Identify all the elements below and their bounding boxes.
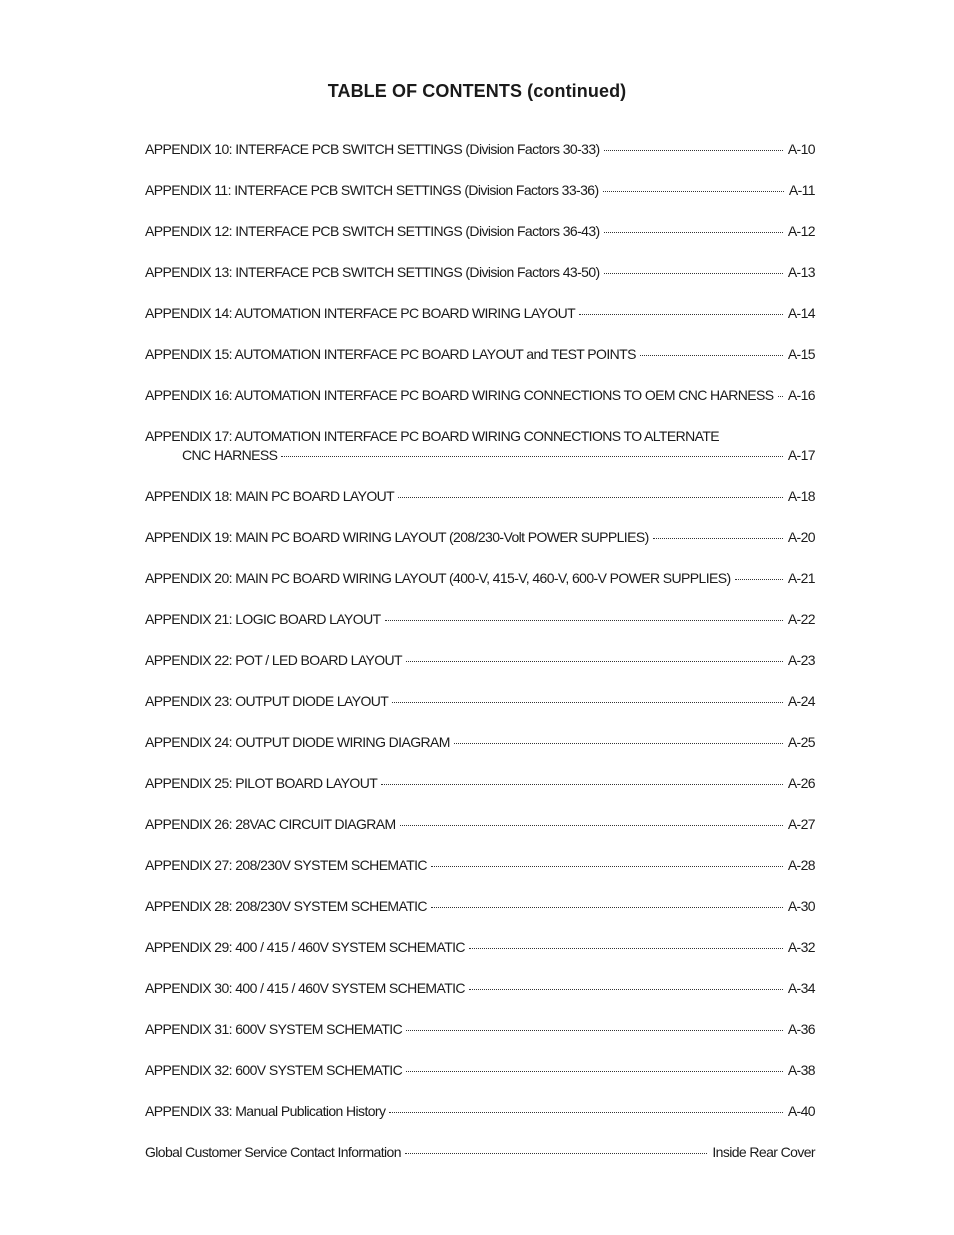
toc-entry-text: APPENDIX 27: 208/230V SYSTEM SCHEMATIC: [145, 857, 427, 873]
toc-entry-text: APPENDIX 28: 208/230V SYSTEM SCHEMATIC: [145, 898, 427, 914]
toc-entry-text: APPENDIX 23: OUTPUT DIODE LAYOUT: [145, 693, 389, 709]
toc-entry-text: APPENDIX 19: MAIN PC BOARD WIRING LAYOUT (208/230-Volt POWER SUPPLIES): [145, 529, 649, 545]
toc-entry[interactable]: [145, 692, 815, 711]
toc-entry-page: A-10: [787, 141, 815, 157]
dot-leader: [400, 825, 783, 826]
toc-entry-page: A-27: [787, 816, 815, 832]
toc-entry-text: APPENDIX 13: INTERFACE PCB SWITCH SETTINGS (Division Factors 43-50): [145, 264, 600, 280]
toc-entry-text: Global Customer Service Contact Information: [145, 1144, 401, 1160]
toc-entry-text: APPENDIX 12: INTERFACE PCB SWITCH SETTINGS (Division Factors 36-43): [145, 223, 600, 239]
toc-entry-text: APPENDIX 30: 400 / 415 / 460V SYSTEM SCHEMATIC: [145, 980, 465, 996]
toc-entry[interactable]: [145, 733, 815, 752]
toc-entry-text: APPENDIX 21: LOGIC BOARD LAYOUT: [145, 611, 381, 627]
dot-leader: [431, 866, 783, 867]
dot-leader: [406, 661, 783, 662]
toc-entry-text: APPENDIX 18: MAIN PC BOARD LAYOUT: [145, 488, 395, 504]
dot-leader: [385, 620, 783, 621]
dot-leader: [406, 1030, 783, 1031]
toc-entry-page: Inside Rear Cover: [712, 1144, 815, 1160]
dot-leader: [735, 579, 783, 580]
dot-leader: [604, 150, 783, 151]
dot-leader: [778, 396, 783, 397]
dot-leader: [640, 355, 783, 356]
toc-entry-text: APPENDIX 31: 600V SYSTEM SCHEMATIC: [145, 1021, 403, 1037]
toc-entry-page: A-12: [787, 223, 815, 239]
dot-leader: [406, 1071, 783, 1072]
dot-leader: [579, 314, 783, 315]
dot-leader: [454, 743, 783, 744]
toc-entry-text: APPENDIX 29: 400 / 415 / 460V SYSTEM SCHEMATIC: [145, 939, 465, 955]
toc-entry-page: A-34: [787, 980, 815, 996]
toc-entry[interactable]: [145, 815, 815, 834]
toc-entry-text: APPENDIX 33: Manual Publication History: [145, 1103, 386, 1119]
toc-entry-page: A-14: [787, 305, 815, 321]
dot-leader: [398, 497, 783, 498]
dot-leader: [431, 907, 783, 908]
toc-entry-page: A-24: [787, 693, 815, 709]
toc-entry-page: A-21: [787, 570, 815, 586]
toc-entry[interactable]: [145, 263, 815, 282]
toc-entry-page: A-32: [787, 939, 815, 955]
toc-entry[interactable]: [145, 897, 815, 916]
toc-entry[interactable]: [145, 140, 815, 159]
dot-leader: [389, 1112, 782, 1113]
toc-entry[interactable]: [145, 1061, 815, 1080]
toc-entry[interactable]: [145, 651, 815, 670]
toc-entry-continuation: CNC HARNESS: [182, 447, 278, 463]
toc-entry-page: A-38: [787, 1062, 815, 1078]
toc-entry[interactable]: [145, 1020, 815, 1039]
toc-entry-page: A-22: [787, 611, 815, 627]
toc-entry-page: A-18: [787, 488, 815, 504]
dot-leader: [604, 232, 783, 233]
toc-entry-page: A-28: [787, 857, 815, 873]
dot-leader: [653, 538, 783, 539]
toc-entry-page: A-13: [787, 264, 815, 280]
toc-entry[interactable]: [145, 181, 815, 200]
dot-leader: [604, 273, 783, 274]
toc-entry[interactable]: [145, 1143, 815, 1162]
toc-entry[interactable]: [145, 569, 815, 588]
toc-entry-text: APPENDIX 20: MAIN PC BOARD WIRING LAYOUT (400-V, 415-V, 460-V, 600-V POWER SUPPLIES): [145, 570, 731, 586]
toc-entry-page: A-25: [787, 734, 815, 750]
toc-entry[interactable]: [145, 386, 815, 405]
toc-entry[interactable]: [145, 856, 815, 875]
toc-entry-page: A-20: [787, 529, 815, 545]
dot-leader: [392, 702, 783, 703]
toc-entry[interactable]: [145, 528, 815, 547]
toc-entry-page: A-15: [787, 346, 815, 362]
toc-entry-text: APPENDIX 15: AUTOMATION INTERFACE PC BOARD LAYOUT and TEST POINTS: [145, 346, 636, 362]
toc-entry-page: A-30: [787, 898, 815, 914]
dot-leader: [469, 989, 783, 990]
toc-entry-text: APPENDIX 14: AUTOMATION INTERFACE PC BOARD WIRING LAYOUT: [145, 305, 576, 321]
dot-leader: [405, 1153, 707, 1154]
toc-entry[interactable]: [145, 222, 815, 241]
toc-entry[interactable]: [145, 979, 815, 998]
dot-leader: [469, 948, 783, 949]
toc-list: [145, 140, 815, 1184]
toc-entry-page: A-16: [787, 387, 815, 403]
toc-entry[interactable]: [145, 610, 815, 629]
toc-entry-text: APPENDIX 26: 28VAC CIRCUIT DIAGRAM: [145, 816, 396, 832]
toc-entry-text: APPENDIX 22: POT / LED BOARD LAYOUT: [145, 652, 403, 668]
toc-entry[interactable]: [145, 938, 815, 957]
dot-leader: [281, 456, 783, 457]
dot-leader: [381, 784, 783, 785]
toc-entry-text: APPENDIX 17: AUTOMATION INTERFACE PC BOARD WIRING CONNECTIONS TO ALTERNATE: [145, 428, 720, 444]
toc-entry[interactable]: [145, 304, 815, 323]
toc-entry-page: A-23: [787, 652, 815, 668]
toc-entry[interactable]: [145, 427, 815, 465]
toc-entry-text: APPENDIX 25: PILOT BOARD LAYOUT: [145, 775, 378, 791]
toc-entry-text: APPENDIX 16: AUTOMATION INTERFACE PC BOARD WIRING CONNECTIONS TO OEM CNC HARNESS: [145, 387, 774, 403]
dot-leader: [603, 191, 784, 192]
toc-entry-page: A-11: [788, 182, 815, 198]
toc-entry-text: APPENDIX 11: INTERFACE PCB SWITCH SETTINGS (Division Factors 33-36): [145, 182, 599, 198]
toc-entry-page: A-36: [787, 1021, 815, 1037]
toc-entry[interactable]: [145, 774, 815, 793]
page-title: TABLE OF CONTENTS (continued): [327, 81, 627, 101]
toc-entry-page: A-40: [787, 1103, 815, 1119]
toc-entry[interactable]: [145, 487, 815, 506]
toc-entry[interactable]: [145, 1102, 815, 1121]
toc-entry-text: APPENDIX 10: INTERFACE PCB SWITCH SETTINGS (Division Factors 30-33): [145, 141, 600, 157]
toc-entry[interactable]: [145, 345, 815, 364]
toc-entry-text: APPENDIX 32: 600V SYSTEM SCHEMATIC: [145, 1062, 403, 1078]
toc-entry-page: A-17: [787, 447, 815, 463]
toc-entry-page: A-26: [787, 775, 815, 791]
toc-entry-text: APPENDIX 24: OUTPUT DIODE WIRING DIAGRAM: [145, 734, 450, 750]
